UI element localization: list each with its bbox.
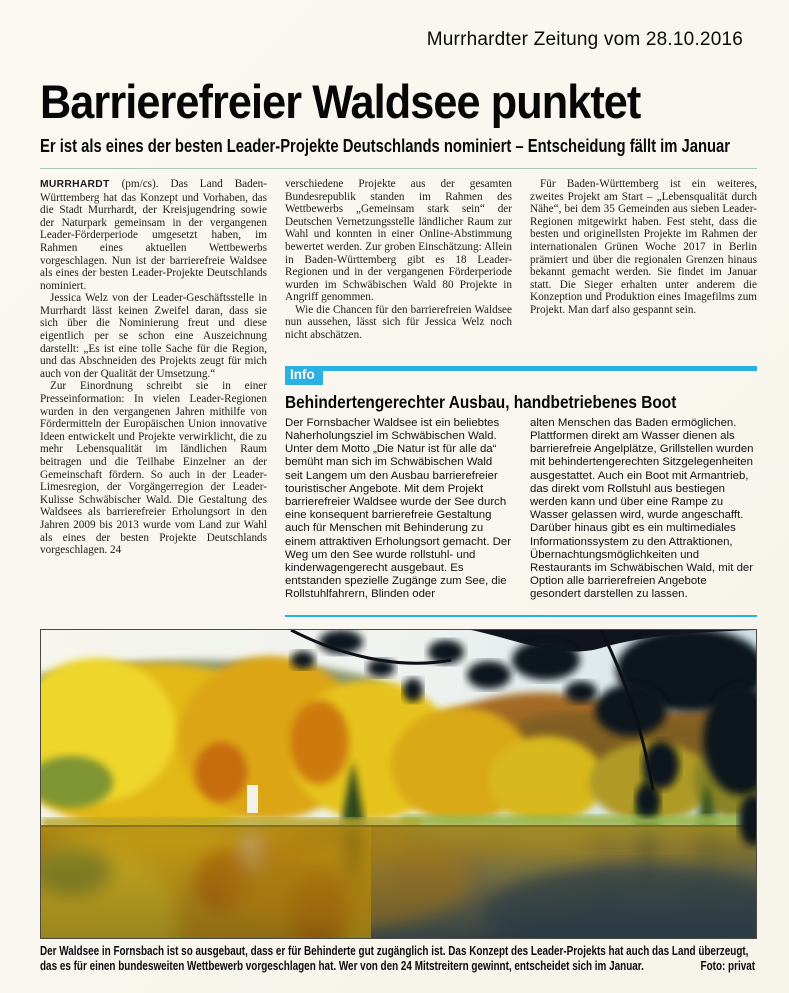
autumn-lake-illustration xyxy=(41,630,756,938)
info-box-header xyxy=(285,366,757,386)
paragraph: Jessica Welz von der Leader-Geschäftsstelle in Murrhardt lässt keinen Zweifel daran, dass sie sich über die Nominierung freut und diese eigentlich per se schon eine Auszeichnung darstellt: „Es ist eine tolle Sache für die Region, und das Abschneiden des Projekts zeugt für mich auch von der Qualität der Umsetzung.“ xyxy=(40,292,267,380)
paragraph: verschiedene Projekte aus der gesamten Bundesrepublik standen im Rahmen des Wettbewerbs „Gemeinsam stark sein“ der Deutschen Vernetzungsstelle ländlicher Raum zur Wahl und konnten in einer Online-Abstimmung bewertet werden. Zur groben Einschätzung: Allein in Baden-Württemberg gibt es 18 Leader-Regionen und in der vergangenen Förderperiode wurden im Schwäbischen Wald 80 Projekte in Angriff genommen. xyxy=(285,177,512,304)
photo-credit: Foto: privat xyxy=(700,958,756,973)
article-column-3 xyxy=(530,178,757,342)
info-box-body xyxy=(285,417,757,602)
dateline: MURRHARDT xyxy=(40,178,110,190)
header-divider xyxy=(40,168,757,169)
lead-paragraph xyxy=(40,178,267,292)
info-bottom-rule xyxy=(285,615,757,618)
info-column-left: Der Fornsbacher Waldsee ist ein beliebtes Naherholungsziel im Schwäbischen Wald. Unter dem Motto „Die Natur ist für alle da“ bemüht man sich im Schwäbischen Wald seit Langem um den Ausbau barrierefreier touristischer Angebote. Mit dem Projekt barrierefreier Waldsee wurde der See durch eine konsequent barrierefreie Gestaltung auch für Menschen mit Behinderung zu einem attraktiven Erholungsort gemacht. Der Weg um den See wurde rollstuhl- und kinderwagengerecht ausgebaut. Es entstanden spezielle Zugänge zum See, die Rollstuhlfahrern, Blinden oder xyxy=(285,416,512,601)
waldsee-photo xyxy=(40,629,757,939)
paragraph: Zur Einordnung schreibt sie in einer Presseinformation: In vielen Leader-Regionen wurden in den vergangenen Jahren mithilfe von Fördermitteln der Europäischen Union innovative Ideen entwickelt und Projekte verwirklicht, die zu mehr Lebensqualität im ländlichen Raum beitragen und die Teilhabe Einzelner an der Gemeinschaft fördern. So auch in der Leader-Limesregion, der Vorgängerregion der Leader-Kulisse Schwäbischer Wald. Die Gestaltung des Waldsees als barrierefreier Erholungsort in den Jahren 2009 bis 2013 wurde vom Land zur Wahl als eines der besten Projekte Deutschlands vorgeschlagen. 24 xyxy=(40,380,267,557)
info-accent-rule xyxy=(323,366,757,371)
paragraph: Wie die Chancen für den barrierefreien Waldsee nun aussehen, lässt sich für Jessica Welz noch nicht abschätzen. xyxy=(285,303,512,342)
article xyxy=(40,75,757,973)
photo-caption xyxy=(40,944,757,973)
article-subheadline: Er ist als eines der besten Leader-Projekte Deutschlands nominiert – Entscheidung fällt im Januar xyxy=(40,134,731,156)
info-box xyxy=(285,366,757,617)
article-column-2 xyxy=(285,178,512,342)
info-column-right: alten Menschen das Baden ermöglichen. Plattformen direkt am Wasser dienen als barrierefreie Angelplätze, Grillstellen wurden mit behindertengerechten Sitzgelegenheiten ausgestattet. Auch ein Boot mit Armantrieb, das direkt vom Rollstuhl aus bestiegen werden kann und über eine Rampe zu Wasser gelassen wird, wurde angeschafft. Darüber hinaus gibt es ein multimediales Informationssystem zu den Attraktionen, Übernachtungsmöglichkeiten und Restaurants im Schwäbischen Wald, mit der Option alle barrierefreien Angebote gesondert darstellen zu lassen. xyxy=(530,416,754,601)
article-headline: Barrierefreier Waldsee punktet xyxy=(40,75,641,128)
article-column-1 xyxy=(40,178,267,617)
info-box-title: Behindertengerechter Ausbau, handbetriebenes Boot xyxy=(285,392,677,413)
lead-text: (pm/cs). Das Land Baden-Württemberg hat das Konzept und Vorhaben, das die Stadt Murrhardt, der Kreisjugendring sowie der Naturpark gemeinsam in der vergangenen Leader-Förderperiode umgesetzt haben, im Rahmen eines aktuellen Wettbewerbs vorgeschlagen. Nun ist der barrierefreie Waldsee als eines der besten Leader-Projekte Deutschlands nominiert. xyxy=(40,177,268,292)
paragraph: Für Baden-Württemberg ist ein weiteres, zweites Projekt am Start – „Lebensqualität durch Nähe“, bei dem 35 Gemeinden aus sieben Leader-Regionen mitgewirkt haben. Fest steht, dass die besten und originellsten Projekte im Rahmen der internationalen Grünen Woche 2017 in Berlin prämiert und über die regionalen Grenzen hinaus bekannt gemacht werden. Sie findet im Januar statt. Die Sieger erhalten unter anderem die Konzeption und Produktion eines Imagefilms zum Projekt. Man darf also gespannt sein. xyxy=(530,177,757,316)
white-hut xyxy=(247,785,258,813)
caption-text: Der Waldsee in Fornsbach ist so ausgebaut, dass er für Behinderte gut zugänglich ist. Das Konzept des Leader-Projekts hat auch das Land überzeugt, das es für einen bundesweiten Wettbewerb vorgeschlagen hat. Wer von den 24 Mitstreitern gewinnt, entscheidet sich im Januar. xyxy=(40,944,749,973)
article-body xyxy=(40,178,757,617)
info-label-badge: Info xyxy=(285,366,323,386)
masthead: Murrhardter Zeitung vom 28.10.2016 xyxy=(426,29,743,50)
